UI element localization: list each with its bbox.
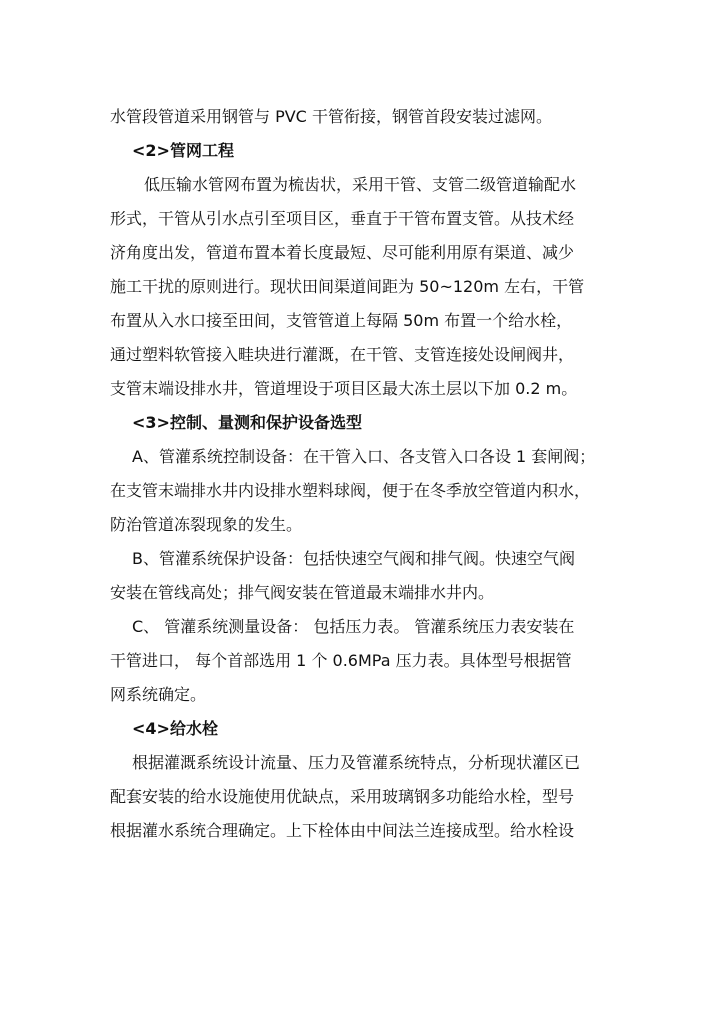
text-line: 配套安装的给水设施使用优缺点，采用玻璃钢多功能给水栓，型号 (110, 787, 575, 806)
text-line: 安装在管线高处；排气阀安装在管道最末端排水井内。 (110, 583, 495, 602)
document-body (110, 100, 630, 848)
text-line: 根据灌溉系统设计流量、压力及管灌系统特点，分析现状灌区已 (132, 753, 581, 772)
text-line: 干管进口， 每个首部选用 1 个 0.6MPa 压力表。具体型号根据管 (110, 651, 572, 670)
text-line: 网系统确定。 (110, 685, 207, 704)
text-line: 低压输水管网布置为梳齿状，采用干管、支管二级管道输配水 (144, 175, 577, 194)
text-line: B、管灌系统保护设备：包括快速空气阀和排气阀。快速空气阀 (132, 549, 575, 568)
text-line: A、管灌系统控制设备：在干管入口、各支管入口各设 1 套闸阀； (132, 447, 596, 466)
text-line: 在支管末端排水井内设排水塑料球阀，便于在冬季放空管道内积水， (110, 481, 591, 500)
text-line: 支管末端设排水井，管道埋设于项目区最大冻土层以下加 0.2 m。 (110, 379, 578, 398)
section-heading-water-hydrant: <4>给水栓 (132, 719, 218, 738)
text-line: 防治管道冻裂现象的发生。 (110, 515, 303, 534)
section-heading-pipe-network: <2>管网工程 (132, 141, 234, 160)
text-line: 施工干扰的原则进行。现状田间渠道间距为 50~120m 左右，干管 (110, 277, 585, 296)
text-line: 布置从入水口接至田间，支管管道上每隔 50m 布置一个给水栓， (110, 311, 573, 330)
text-line: C、 管灌系统测量设备： 包括压力表。 管灌系统压力表安装在 (132, 617, 575, 636)
text-line: 济角度出发，管道布置本着长度最短、尽可能利用原有渠道、减少 (110, 243, 575, 262)
section-heading-control-equipment: <3>控制、量测和保护设备选型 (132, 413, 362, 432)
text-line: 形式，干管从引水点引至项目区，垂直于干管布置支管。从技术经 (110, 209, 575, 228)
text-line: 根据灌水系统合理确定。上下栓体由中间法兰连接成型。给水栓设 (110, 821, 575, 840)
text-line: 水管段管道采用钢管与 PVC 干管衔接，钢管首段安装过滤网。 (110, 107, 552, 126)
text-line: 通过塑料软管接入畦块进行灌溉，在干管、支管连接处设闸阀井， (110, 345, 575, 364)
